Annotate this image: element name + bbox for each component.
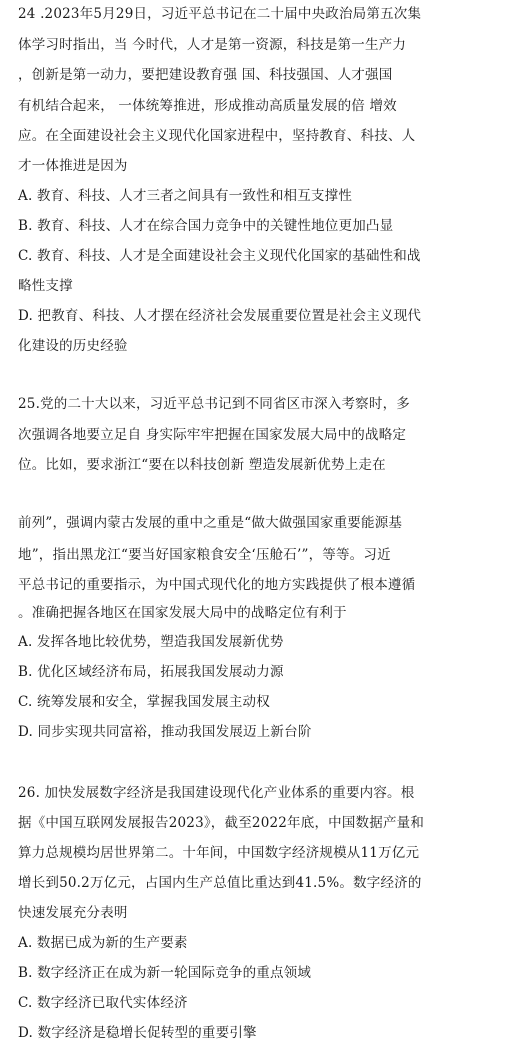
q25-option-c: C. 统筹发展和安全，掌握我国发展主动权 [18,694,270,710]
q25-stem-line: 位。比如，要求浙江“要在以科技创新 塑造发展新优势上走在 [18,457,386,473]
q26-option-b: B. 数字经济正在成为新一轮国际竞争的重点领域 [18,965,312,981]
q24-option-a: A. 教育、科技、人才三者之间具有一致性和相互支撑性 [18,188,353,204]
q24-option-d: D. 把教育、科技、人才摆在经济社会发展重要位置是社会主义现代 [18,308,422,324]
q25-stem-line: 25.党的二十大以来，习近平总书记到不同省区市深入考察时，多 [18,396,410,412]
q24-option-c: C. 教育、科技、人才是全面建设社会主义现代化国家的基础性和战 [18,248,421,264]
q25-stem-line: 次强调各地要立足自 身实际牢牢把握在国家发展大局中的战略定 [18,427,407,443]
q24-stem-line: 应。在全面建设社会主义现代化国家进程中，坚持教育、科技、人 [18,128,416,144]
q25-option-b: B. 优化区域经济布局，拓展我国发展动力源 [18,664,284,680]
q26-stem-line: 增长到50.2万亿元，占国内生产总值比重达到41.5%。数字经济的 [18,875,422,891]
q26-stem-line: 26. 加快发展数字经济是我国建设现代化产业体系的重要内容。根 [18,785,415,801]
q24-stem-line: ，创新是第一动力，要把建设教育强 国、科技强国、人才强国 [18,67,393,83]
q25-stem-line: 。准确把握各地区在国家发展大局中的战略定位有利于 [18,605,347,621]
q24-stem-line: 才一体推进是因为 [18,158,128,174]
q24-option-d-cont: 化建设的历史经验 [18,338,128,354]
q25-option-d: D. 同步实现共同富裕，推动我国发展迈上新台阶 [18,724,312,740]
q26-option-d: D. 数字经济是稳增长促转型的重要引擎 [18,1025,257,1041]
q26-option-a: A. 数据已成为新的生产要素 [18,935,188,951]
q24-option-b: B. 教育、科技、人才在综合国力竞争中的关键性地位更加凸显 [18,218,394,234]
q26-option-c: C. 数字经济已取代实体经济 [18,995,188,1011]
q25-stem-line: 地”，指出黑龙江“要当好国家粮食安全‘压舱石’”，等等。习近 [18,547,391,563]
q24-option-c-cont: 略性支撑 [18,278,73,294]
q24-stem-line: 24 .2023年5月29日，习近平总书记在二十届中央政治局第五次集 [18,6,422,22]
q26-stem-line: 算力总规模均居世界第二。十年间，中国数字经济规模从11万亿元 [18,845,420,861]
q24-stem-line: 有机结合起来， 一体统筹推进，形成推动高质量发展的倍 增效 [18,98,397,114]
q25-option-a: A. 发挥各地比较优势，塑造我国发展新优势 [18,634,284,650]
q26-stem-line: 快速发展充分表明 [18,905,128,921]
q25-stem-line: 平总书记的重要指示，为中国式现代化的地方实践提供了根本遵循 [18,577,416,593]
q25-stem-line: 前列”，强调内蒙古发展的重中之重是“做大做强国家重要能源基 [18,515,403,531]
q24-stem-line: 体学习时指出，当 今时代，人才是第一资源，科技是第一生产力 [18,37,407,53]
q26-stem-line: 据《中国互联网发展报告2023》，截至2022年底，中国数据产量和 [18,815,425,831]
